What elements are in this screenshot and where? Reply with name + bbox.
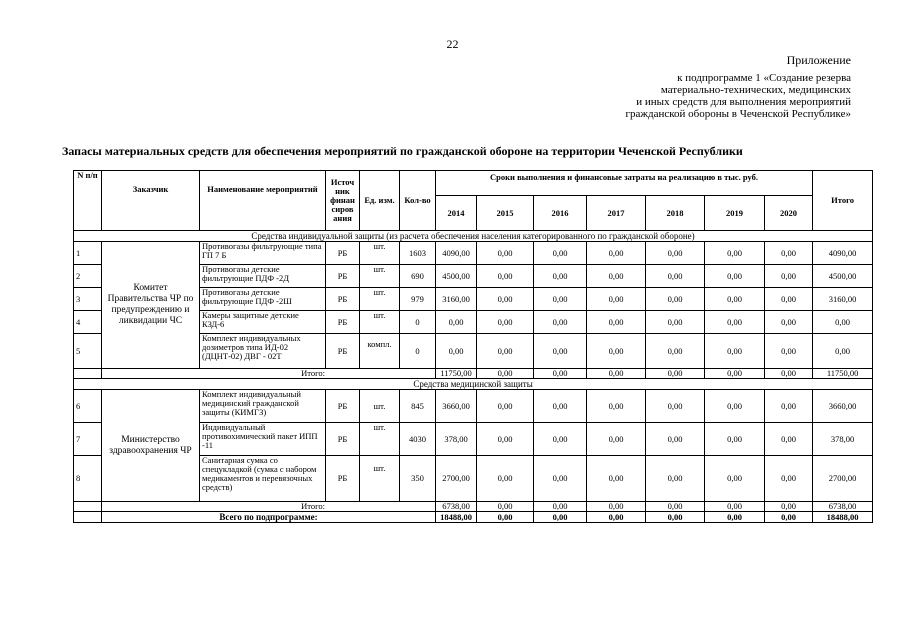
row-value: 0,00 [646, 288, 705, 311]
subtotal-value: 0,00 [765, 502, 813, 512]
row-qty: 0 [400, 311, 436, 334]
row-value: 0,00 [705, 456, 765, 502]
header-customer: Заказчик [102, 171, 200, 231]
subtotal-value: 0,00 [705, 369, 765, 379]
row-value: 0,00 [587, 456, 646, 502]
document-title: Запасы материальных средств для обеспечения мероприятий по гражданской обороне на территории Чеченской Республики [62, 144, 743, 158]
header-year: 2016 [534, 196, 587, 231]
row-value: 0,00 [705, 423, 765, 456]
row-value: 0,00 [534, 311, 587, 334]
row-num: 8 [74, 456, 102, 502]
row-value: 0,00 [705, 311, 765, 334]
row-value: 0,00 [705, 334, 765, 369]
row-name: Санитарная сумка со спецукладкой (сумка с набором медикаментов и перевязочных средств) [200, 456, 326, 502]
row-num: 1 [74, 242, 102, 265]
header-period: Сроки выполнения и финансовые затраты на реализацию в тыс. руб. [436, 171, 813, 196]
row-qty: 1603 [400, 242, 436, 265]
row-value: 0,00 [646, 334, 705, 369]
row-source: РБ [326, 423, 360, 456]
header-year: 2018 [646, 196, 705, 231]
row-value: 0,00 [765, 242, 813, 265]
grand-total-value: 0,00 [587, 512, 646, 523]
section-title: Средства медицинской защиты [74, 379, 873, 390]
header-name: Наименование мероприятий [200, 171, 326, 231]
row-value: 0,00 [765, 311, 813, 334]
row-total: 378,00 [813, 423, 873, 456]
row-total: 3160,00 [813, 288, 873, 311]
subtotal-total: 11750,00 [813, 369, 873, 379]
subtotal-label: Итого: [102, 502, 436, 512]
page-number: 22 [446, 37, 459, 51]
row-value: 0,00 [477, 288, 534, 311]
grand-total-value: 0,00 [534, 512, 587, 523]
header-num: N п/п [74, 171, 102, 231]
row-value: 0,00 [436, 311, 477, 334]
row-value: 0,00 [587, 390, 646, 423]
subtotal-row [74, 369, 873, 379]
grand-total-row [74, 512, 873, 523]
subtotal-value: 11750,00 [436, 369, 477, 379]
blank-cell [74, 369, 102, 379]
row-total: 4090,00 [813, 242, 873, 265]
row-value: 0,00 [646, 456, 705, 502]
row-value: 0,00 [436, 334, 477, 369]
row-value: 4090,00 [436, 242, 477, 265]
row-value: 0,00 [534, 242, 587, 265]
row-name: Комплект индивидуальных дозиметров типа ИД-02 (ДЦНТ-02) ДВГ - 02Т [200, 334, 326, 369]
row-num: 3 [74, 288, 102, 311]
row-unit: шт. [360, 456, 400, 502]
grand-total-value: 18488,00 [436, 512, 477, 523]
row-num: 5 [74, 334, 102, 369]
header-total: Итого [813, 171, 873, 231]
subtotal-total: 6738,00 [813, 502, 873, 512]
header-year: 2014 [436, 196, 477, 231]
header-year: 2015 [477, 196, 534, 231]
row-source: РБ [326, 288, 360, 311]
row-value: 0,00 [587, 311, 646, 334]
row-value: 0,00 [534, 265, 587, 288]
row-value: 0,00 [477, 456, 534, 502]
appendix-subtitle-line: и иных средств для выполнения мероприятий [636, 96, 851, 108]
row-unit: шт. [360, 423, 400, 456]
row-value: 0,00 [534, 390, 587, 423]
subtotal-value: 0,00 [587, 502, 646, 512]
table-row [74, 242, 873, 265]
row-source: РБ [326, 242, 360, 265]
subtotal-value: 0,00 [477, 369, 534, 379]
row-source: РБ [326, 334, 360, 369]
header-qty: Кол-во [400, 171, 436, 231]
row-name: Противогазы детские фильтрующие ПДФ -2Д [200, 265, 326, 288]
row-value: 0,00 [587, 288, 646, 311]
row-value: 0,00 [646, 265, 705, 288]
row-value: 0,00 [477, 423, 534, 456]
section-title: Средства индивидуальной защиты (из расчета обеспечения населения категорированного по гражданской обороне) [74, 231, 873, 242]
row-source: РБ [326, 265, 360, 288]
header-source: Источ ник финан сиров ания [326, 171, 360, 231]
subtotal-row [74, 502, 873, 512]
grand-total-value: 0,00 [646, 512, 705, 523]
grand-total-total: 18488,00 [813, 512, 873, 523]
table-row [74, 390, 873, 423]
row-total: 4500,00 [813, 265, 873, 288]
row-value: 0,00 [477, 242, 534, 265]
subtotal-value: 0,00 [646, 502, 705, 512]
row-name: Противогазы фильтрующие типа ГП 7 Б [200, 242, 326, 265]
header-unit: Ед. изм. [360, 171, 400, 231]
header-year: 2017 [587, 196, 646, 231]
subtotal-value: 0,00 [587, 369, 646, 379]
row-value: 0,00 [534, 334, 587, 369]
row-qty: 845 [400, 390, 436, 423]
row-qty: 690 [400, 265, 436, 288]
row-value: 0,00 [646, 242, 705, 265]
row-value: 0,00 [765, 423, 813, 456]
customer-cell: Министерство здравоохранения ЧР [102, 390, 200, 502]
row-value: 3160,00 [436, 288, 477, 311]
header-year: 2020 [765, 196, 813, 231]
row-qty: 350 [400, 456, 436, 502]
row-num: 6 [74, 390, 102, 423]
subtotal-value: 0,00 [705, 502, 765, 512]
appendix-subtitle-line: к подпрограмме 1 «Создание резерва [677, 72, 851, 84]
subtotal-value: 6738,00 [436, 502, 477, 512]
header-year: 2019 [705, 196, 765, 231]
row-unit: шт. [360, 242, 400, 265]
row-value: 0,00 [705, 288, 765, 311]
customer-cell: Комитет Правительства ЧР по предупреждению и ликвидации ЧС [102, 242, 200, 369]
subtotal-value: 0,00 [534, 502, 587, 512]
row-value: 0,00 [705, 390, 765, 423]
row-name: Индивидуальный противохимический пакет ИПП -11 [200, 423, 326, 456]
row-value: 4500,00 [436, 265, 477, 288]
subtotal-value: 0,00 [646, 369, 705, 379]
grand-total-value: 0,00 [765, 512, 813, 523]
row-name: Противогазы детские фильтрующие ПДФ -2Ш [200, 288, 326, 311]
row-value: 0,00 [587, 423, 646, 456]
row-value: 0,00 [477, 311, 534, 334]
row-value: 0,00 [765, 334, 813, 369]
row-value: 0,00 [646, 311, 705, 334]
row-unit: шт. [360, 265, 400, 288]
grand-total-value: 0,00 [705, 512, 765, 523]
row-source: РБ [326, 456, 360, 502]
row-total: 2700,00 [813, 456, 873, 502]
budget-table [73, 170, 873, 523]
row-total: 3660,00 [813, 390, 873, 423]
row-source: РБ [326, 311, 360, 334]
row-total: 0,00 [813, 334, 873, 369]
blank-cell [74, 502, 102, 512]
row-qty: 4030 [400, 423, 436, 456]
row-value: 3660,00 [436, 390, 477, 423]
row-value: 0,00 [477, 334, 534, 369]
row-value: 0,00 [646, 390, 705, 423]
row-source: РБ [326, 390, 360, 423]
row-value: 0,00 [477, 390, 534, 423]
row-value: 0,00 [587, 334, 646, 369]
row-value: 0,00 [765, 288, 813, 311]
row-value: 0,00 [534, 288, 587, 311]
row-total: 0,00 [813, 311, 873, 334]
row-value: 0,00 [646, 423, 705, 456]
row-value: 0,00 [587, 242, 646, 265]
appendix-subtitle-line: материально-технических, медицинских [660, 84, 851, 96]
blank-cell [74, 512, 102, 523]
row-num: 4 [74, 311, 102, 334]
row-unit: шт. [360, 288, 400, 311]
appendix-title: Приложение [786, 53, 851, 67]
row-value: 0,00 [765, 456, 813, 502]
row-value: 0,00 [534, 456, 587, 502]
subtotal-value: 0,00 [534, 369, 587, 379]
row-name: Камеры защитные детские КЗД-6 [200, 311, 326, 334]
row-num: 2 [74, 265, 102, 288]
appendix-subtitle [491, 72, 851, 120]
row-num: 7 [74, 423, 102, 456]
row-value: 378,00 [436, 423, 477, 456]
row-qty: 0 [400, 334, 436, 369]
row-unit: шт. [360, 390, 400, 423]
row-value: 0,00 [587, 265, 646, 288]
row-value: 2700,00 [436, 456, 477, 502]
appendix-subtitle-line: гражданской обороны в Чеченской Республике» [625, 108, 851, 120]
row-unit: компл. [360, 334, 400, 369]
subtotal-value: 0,00 [477, 502, 534, 512]
row-value: 0,00 [705, 242, 765, 265]
row-qty: 979 [400, 288, 436, 311]
subtotal-value: 0,00 [765, 369, 813, 379]
grand-total-label: Всего по подпрограмме: [102, 512, 436, 523]
row-unit: шт. [360, 311, 400, 334]
grand-total-value: 0,00 [477, 512, 534, 523]
row-value: 0,00 [765, 390, 813, 423]
row-value: 0,00 [477, 265, 534, 288]
row-value: 0,00 [705, 265, 765, 288]
row-value: 0,00 [765, 265, 813, 288]
subtotal-label: Итого: [102, 369, 436, 379]
row-name: Комплект индивидуальный медицинский гражданской защиты (КИМГЗ) [200, 390, 326, 423]
row-value: 0,00 [534, 423, 587, 456]
